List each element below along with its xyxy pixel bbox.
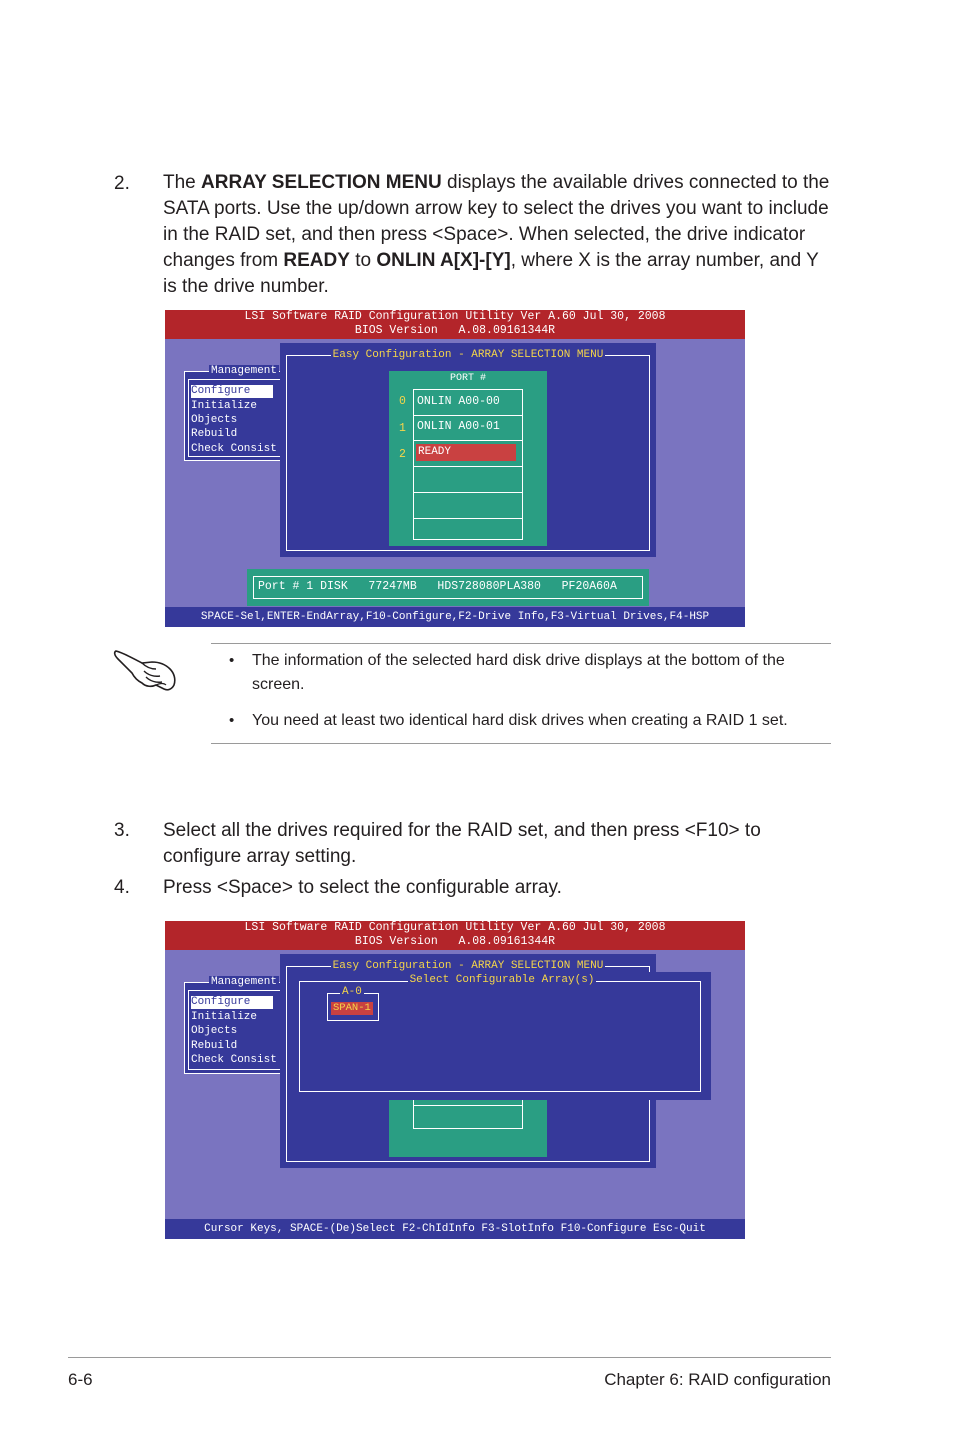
chapter-title: Chapter 6: RAID configuration — [604, 1370, 831, 1389]
port-list-title: PORT # — [449, 373, 486, 384]
array-selection-title: Easy Configuration - ARRAY SELECTION MENU — [332, 349, 604, 361]
drive-slot[interactable] — [413, 1105, 523, 1129]
step-2-text: The ARRAY SELECTION MENU displays the available drives connected to the SATA ports. Use the up/down arrow key to select the drives you want to include in the RAID set, and then press <Space>. When selected, the drive indicator changes from READY to ONLIN A[X]-[Y], where X is the array number, and Y is the drive number. — [163, 172, 830, 297]
menu-item-rebuild[interactable]: Rebuild — [191, 428, 238, 440]
management-menu-title: Management — [211, 976, 278, 988]
configurable-array-title: Select Configurable Array(s) — [409, 974, 595, 986]
bios-footer-keys: Cursor Keys, SPACE-(De)Select F2-ChIdInfo F3-SlotInfo F10-Configure Esc-Quit — [165, 1219, 745, 1239]
page-number: 6-6 — [68, 1370, 93, 1389]
drive-status-1: ONLIN A00-01 — [417, 420, 500, 433]
drive-slot-4[interactable] — [413, 493, 523, 519]
note-bottom-rule — [211, 743, 831, 744]
drive-status-2-highlighted: READY — [416, 444, 516, 461]
footer-rule — [68, 1357, 831, 1358]
drive-info-panel — [247, 569, 649, 606]
note-item-2: You need at least two identical hard disk drives when creating a RAID 1 set. — [252, 712, 788, 729]
step-4-number: 4. — [114, 877, 130, 898]
step-2-number: 2. — [114, 173, 130, 194]
bios-header — [165, 921, 745, 950]
array-selection-title: Easy Configuration - ARRAY SELECTION MENU — [332, 960, 604, 972]
bios-version: BIOS Version A.08.09161344R — [354, 935, 556, 948]
drive-slot-3[interactable] — [413, 467, 523, 493]
menu-item-check-consist[interactable]: Check Consist — [191, 443, 277, 455]
bios-version: BIOS Version A.08.09161344R — [354, 324, 556, 337]
drive-info-text: Port # 1 DISK 77247MB HDS728080PLA380 PF20A60A — [253, 576, 643, 599]
management-menu — [184, 976, 286, 1074]
array-span-box[interactable] — [327, 986, 379, 1021]
drive-slot-5[interactable] — [413, 519, 523, 540]
management-menu-title: Management — [211, 365, 278, 377]
drive-slot-2[interactable] — [413, 441, 523, 467]
menu-item-rebuild[interactable]: Rebuild — [191, 1040, 238, 1052]
bios-title: LSI Software RAID Configuration Utility Ver A.60 Jul 30, 2008 — [244, 921, 666, 934]
drive-slot-1[interactable] — [413, 415, 523, 441]
menu-item-configure[interactable]: Configure — [191, 996, 273, 1009]
port-number-1: 1 — [399, 422, 406, 435]
note-bullet-1: • — [229, 652, 235, 669]
note-item-1: The information of the selected hard disk drive displays at the bottom of the screen. — [252, 652, 785, 693]
array-selection-window — [280, 343, 656, 557]
port-number-0: 0 — [399, 395, 406, 408]
note-top-rule — [211, 643, 831, 644]
bios-title: LSI Software RAID Configuration Utility Ver A.60 Jul 30, 2008 — [244, 310, 666, 323]
menu-item-check-consist[interactable]: Check Consist — [191, 1054, 277, 1066]
note-bullet-2: • — [229, 712, 235, 729]
menu-item-configure[interactable]: Configure — [191, 385, 273, 398]
span-label: SPAN-1 — [333, 1002, 371, 1014]
configurable-array-window — [293, 972, 711, 1100]
menu-item-objects[interactable]: Objects — [191, 414, 238, 426]
drive-status-0: ONLIN A00-00 — [417, 395, 500, 408]
bios-footer-keys: SPACE-Sel,ENTER-EndArray,F10-Configure,F2-Drive Info,F3-Virtual Drives,F4-HSP — [165, 607, 745, 627]
hand-pointing-icon — [112, 645, 180, 693]
bios-screen-configurable-array — [165, 921, 745, 1239]
drive-slot-0[interactable] — [413, 389, 523, 416]
menu-item-initialize[interactable]: Initialize — [191, 1011, 258, 1023]
port-list — [389, 371, 547, 546]
bios-header — [165, 310, 745, 339]
bios-screen-array-selection — [165, 310, 745, 627]
step-3-number: 3. — [114, 820, 130, 841]
array-label: A-0 — [342, 986, 362, 998]
step-3-text: Select all the drives required for the RAID set, and then press <F10> to configure array setting. — [163, 820, 761, 867]
menu-item-initialize[interactable]: Initialize — [191, 400, 258, 412]
step-4-text: Press <Space> to select the configurable array. — [163, 877, 562, 898]
port-number-2: 2 — [399, 448, 406, 461]
menu-item-objects[interactable]: Objects — [191, 1025, 238, 1037]
management-menu — [184, 365, 286, 461]
